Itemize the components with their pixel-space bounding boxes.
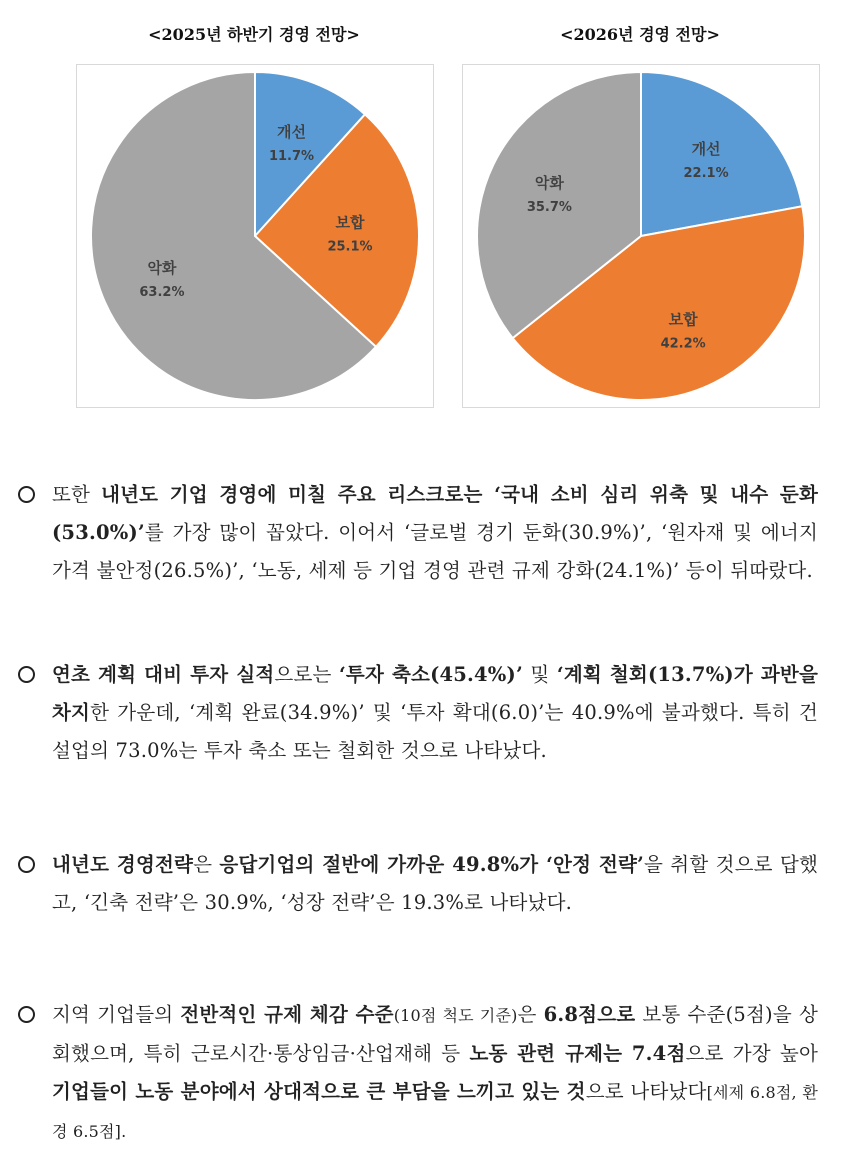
- pie-slice-label: 개선: [277, 123, 307, 142]
- bold-text-segment: 응답기업의 절반에 가까운 49.8%가 ‘안정 전략’: [219, 853, 645, 876]
- text-segment: 으로 가장 높아: [685, 1042, 818, 1065]
- text-segment: 은: [517, 1003, 544, 1026]
- bullet-paragraph-2: [18, 656, 818, 846]
- bold-text-segment: 내년도 기업 경영에 미칠 주요 리스크로는 ‘국내 소비 심리 위축 및 내수 둔화(53.0%)’: [52, 483, 818, 544]
- pie-slice-value-label: 42.2%: [660, 336, 706, 352]
- bold-text-segment: 6.8점으로: [543, 1003, 636, 1026]
- bullet-paragraph-3: [18, 846, 818, 966]
- bold-text-segment: ‘투자 축소(45.4%)’: [338, 663, 523, 686]
- pie-slice-label: 보합: [335, 213, 365, 232]
- text-segment: 은: [193, 853, 220, 876]
- pie-slice-label: 악화: [147, 258, 177, 277]
- text-segment: 및: [522, 663, 557, 686]
- circle-bullet-icon: [18, 856, 35, 873]
- text-segment: 지역 기업들의: [52, 1003, 181, 1026]
- bold-text-segment: ‘계획 철회(13.7%)가 과반을 차지: [52, 663, 818, 724]
- pie-chart-2025: [76, 64, 434, 408]
- pie-chart-2026: [462, 64, 820, 408]
- bullet-paragraph-4: [18, 996, 818, 1151]
- text-segment: 보통 수준(5점)을 상회했으며, 특히 근로시간·통상임금·산업재해 등: [52, 1003, 818, 1065]
- text-segment: 으로는: [274, 663, 339, 686]
- paragraph-text: [52, 483, 818, 582]
- pie-chart-2026-svg: [463, 65, 819, 407]
- text-segment: 을 취할 것으로 답했고, ‘긴축 전략’은 30.9%, ‘성장 전략’은 19.3%로 나타났다.: [52, 853, 818, 914]
- pie-chart-2025-svg: [77, 65, 433, 407]
- pie-slice-value-label: 22.1%: [683, 165, 729, 181]
- paragraph-text: [52, 663, 818, 762]
- bold-text-segment: 노동 관련 규제는 7.4점: [469, 1042, 686, 1065]
- text-segment: 한 가운데, ‘계획 완료(34.9%)’ 및 ‘투자 확대(6.0)’는 40.9%에 불과했다. 특히 건설업의 73.0%는 투자 축소 또는 철회한 것으로 나타났다.: [52, 701, 818, 762]
- pie-slice-value-label: 25.1%: [327, 239, 373, 255]
- bold-text-segment: 전반적인 규제 체감 수준: [180, 1003, 394, 1026]
- bold-text-segment: 내년도 경영전략: [52, 853, 194, 876]
- paragraph-text: [52, 1003, 818, 1142]
- circle-bullet-icon: [18, 666, 35, 683]
- text-segment: [세제 6.8점, 환경 6.5점].: [52, 1083, 818, 1141]
- pie-slice-value-label: 35.7%: [526, 199, 572, 215]
- bullet-paragraph-1: [18, 476, 818, 636]
- paragraph-text: [52, 853, 818, 914]
- circle-bullet-icon: [18, 1006, 35, 1023]
- text-segment: 를 가장 많이 꼽았다. 이어서 ‘글로벌 경기 둔화(30.9%)’, ‘원자재 및 에너지 가격 불안정(26.5%)’, ‘노동, 세제 등 기업 경영 관련 규제 강화(24.1%)’ 등이 뒤따랐다.: [52, 521, 818, 582]
- text-segment: 또한: [52, 483, 102, 506]
- chart-title-2026: <2026년 경영 전망>: [560, 25, 720, 44]
- pie-slice-value-label: 63.2%: [139, 284, 185, 300]
- bullet-list: [18, 476, 818, 1151]
- pie-slice-label: 개선: [691, 139, 721, 158]
- text-segment: (10점 척도 기준): [393, 1006, 518, 1025]
- bold-text-segment: 연초 계획 대비 투자 실적: [52, 663, 275, 686]
- chart-title-2025: <2025년 하반기 경영 전망>: [148, 25, 360, 44]
- pie-slice-label: 악화: [534, 173, 564, 192]
- circle-bullet-icon: [18, 486, 35, 503]
- text-segment: 으로 나타났다: [585, 1080, 707, 1103]
- pie-slice-value-label: 11.7%: [268, 149, 315, 165]
- pie-slice-label: 보합: [668, 310, 698, 329]
- bold-text-segment: 기업들이 노동 분야에서 상대적으로 큰 부담을 느끼고 있는 것: [52, 1080, 586, 1103]
